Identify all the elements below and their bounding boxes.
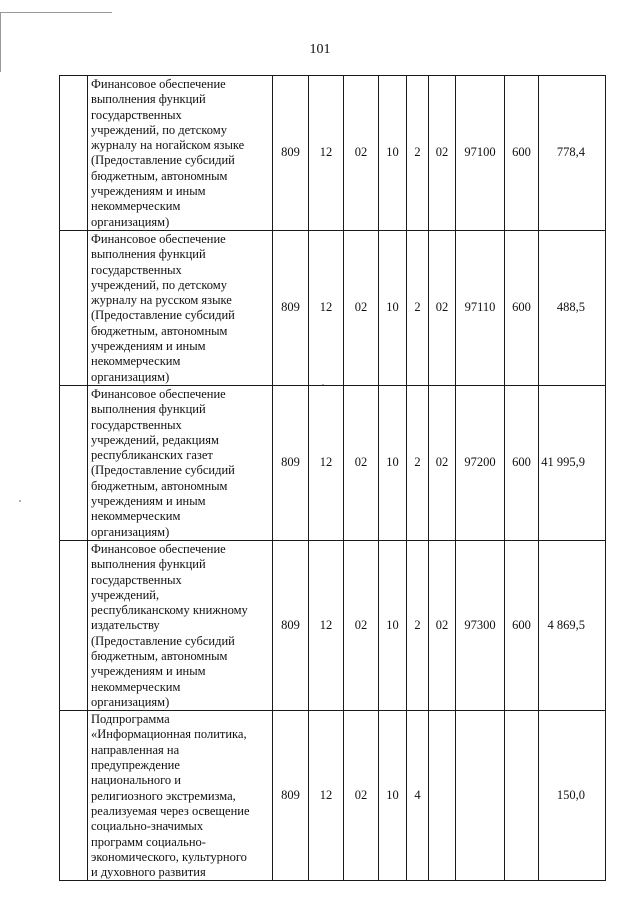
table-row [60, 385, 606, 540]
section-code-cell: 12 [309, 385, 344, 540]
description-cell [88, 540, 273, 710]
ministry-code-cell: 809 [273, 711, 309, 881]
description-line: государственных [91, 417, 182, 432]
expense-type-cell: 600 [505, 540, 539, 710]
description-line: учреждениям и иным [91, 494, 206, 509]
amount-cell: 778,4 [539, 76, 606, 231]
description-line: выполнения функций [91, 557, 206, 572]
description-line: национального и [91, 773, 181, 788]
scan-edge-top [0, 12, 112, 13]
description-line: выполнения функций [91, 402, 206, 417]
description-line: учреждениям и иным [91, 664, 206, 679]
budget-table [59, 75, 606, 881]
subsection-code-cell: 02 [344, 540, 379, 710]
program-code-cell: 10 [379, 385, 407, 540]
ministry-code-cell: 809 [273, 540, 309, 710]
description-line: Финансовое обеспечение [91, 386, 226, 401]
description-line: (Предоставление субсидий [91, 308, 235, 323]
description-line: государственных [91, 262, 182, 277]
row-number-cell [60, 76, 88, 231]
description-line: республиканских газет [91, 448, 213, 463]
expense-type-cell: 600 [505, 385, 539, 540]
description-line: бюджетным, автономным [91, 648, 228, 663]
row-number-cell [60, 230, 88, 385]
description-line: учреждений, по детскому [91, 277, 227, 292]
direction-code-cell: 97100 [456, 76, 505, 231]
event-code-cell [429, 711, 456, 881]
description-line: «Информационная политика, [91, 727, 247, 742]
event-code-cell: 02 [429, 540, 456, 710]
description-line: организациям) [91, 214, 170, 229]
program-code-cell: 10 [379, 76, 407, 231]
description-line: некоммерческим [91, 354, 181, 369]
description-line: бюджетным, автономным [91, 323, 228, 338]
description-line: бюджетным, автономным [91, 168, 228, 183]
table-row [60, 76, 606, 231]
expense-type-cell: 600 [505, 76, 539, 231]
description-cell [88, 385, 273, 540]
description-line: республиканскому книжному [91, 603, 248, 618]
description-cell [88, 76, 273, 231]
description-line: выполнения функций [91, 92, 206, 107]
direction-code-cell: 97300 [456, 540, 505, 710]
description-line: (Предоставление субсидий [91, 153, 235, 168]
expense-type-cell [505, 711, 539, 881]
subsection-code-cell: 02 [344, 385, 379, 540]
description-line: учреждений, [91, 587, 160, 602]
description-line: организациям) [91, 694, 170, 709]
direction-code-cell: 97110 [456, 230, 505, 385]
subprogram-code-cell: 2 [407, 230, 429, 385]
subsection-code-cell: 02 [344, 711, 379, 881]
subprogram-code-cell: 2 [407, 76, 429, 231]
program-code-cell: 10 [379, 230, 407, 385]
event-code-cell: 02 [429, 230, 456, 385]
description-line: предупреждение [91, 758, 180, 773]
description-line: экономического, культурного [91, 849, 247, 864]
row-number-cell [60, 711, 88, 881]
subsection-code-cell: 02 [344, 230, 379, 385]
description-line: государственных [91, 572, 182, 587]
description-line: организациям) [91, 524, 170, 539]
description-line: (Предоставление субсидий [91, 633, 235, 648]
description-line: религиозного экстремизма, [91, 788, 236, 803]
description-line: журналу на ногайском языке [91, 138, 245, 153]
row-number-cell [60, 385, 88, 540]
direction-code-cell [456, 711, 505, 881]
amount-cell: 488,5 [539, 230, 606, 385]
description-line: направленная на [91, 742, 180, 757]
description-line: Подпрограмма [91, 712, 170, 727]
description-cell [88, 711, 273, 881]
description-line: бюджетным, автономным [91, 478, 228, 493]
description-line: издательству [91, 618, 160, 633]
description-line: некоммерческим [91, 199, 181, 214]
table-row [60, 540, 606, 710]
subsection-code-cell: 02 [344, 76, 379, 231]
amount-cell: 41 995,9 [539, 385, 606, 540]
description-line: социально-значимых [91, 819, 204, 834]
description-line: государственных [91, 107, 182, 122]
expense-type-cell: 600 [505, 230, 539, 385]
ministry-code-cell: 809 [273, 76, 309, 231]
subprogram-code-cell: 4 [407, 711, 429, 881]
description-line: и духовного развития [91, 865, 206, 880]
table-row [60, 711, 606, 881]
section-code-cell: 12 [309, 711, 344, 881]
section-code-cell: 12 [309, 230, 344, 385]
subprogram-code-cell: 2 [407, 540, 429, 710]
budget-table-body [60, 76, 606, 881]
description-line: учреждений, по детскому [91, 122, 227, 137]
table-row [60, 230, 606, 385]
event-code-cell: 02 [429, 76, 456, 231]
row-number-cell [60, 540, 88, 710]
description-line: учреждениям и иным [91, 184, 206, 199]
description-line: реализуемая через освещение [91, 803, 250, 818]
description-line: организациям) [91, 369, 170, 384]
description-line: журналу на русском языке [91, 293, 232, 308]
ministry-code-cell: 809 [273, 385, 309, 540]
direction-code-cell: 97200 [456, 385, 505, 540]
description-line: учреждениям и иным [91, 339, 206, 354]
description-line: учреждений, редакциям [91, 432, 219, 447]
subprogram-code-cell: 2 [407, 385, 429, 540]
description-line: Финансовое обеспечение [91, 541, 226, 556]
program-code-cell: 10 [379, 540, 407, 710]
description-line: выполнения функций [91, 247, 206, 262]
description-line: некоммерческим [91, 679, 181, 694]
amount-cell: 150,0 [539, 711, 606, 881]
page-number: 101 [309, 42, 331, 57]
amount-cell: 4 869,5 [539, 540, 606, 710]
event-code-cell: 02 [429, 385, 456, 540]
section-code-cell: 12 [309, 540, 344, 710]
section-code-cell: 12 [309, 76, 344, 231]
description-cell [88, 230, 273, 385]
description-line: Финансовое обеспечение [91, 231, 226, 246]
description-line: программ социально- [91, 834, 206, 849]
description-line: Финансовое обеспечение [91, 77, 226, 91]
description-line: некоммерческим [91, 509, 181, 524]
scan-speck [19, 500, 21, 502]
program-code-cell: 10 [379, 711, 407, 881]
ministry-code-cell: 809 [273, 230, 309, 385]
description-line: (Предоставление субсидий [91, 463, 235, 478]
